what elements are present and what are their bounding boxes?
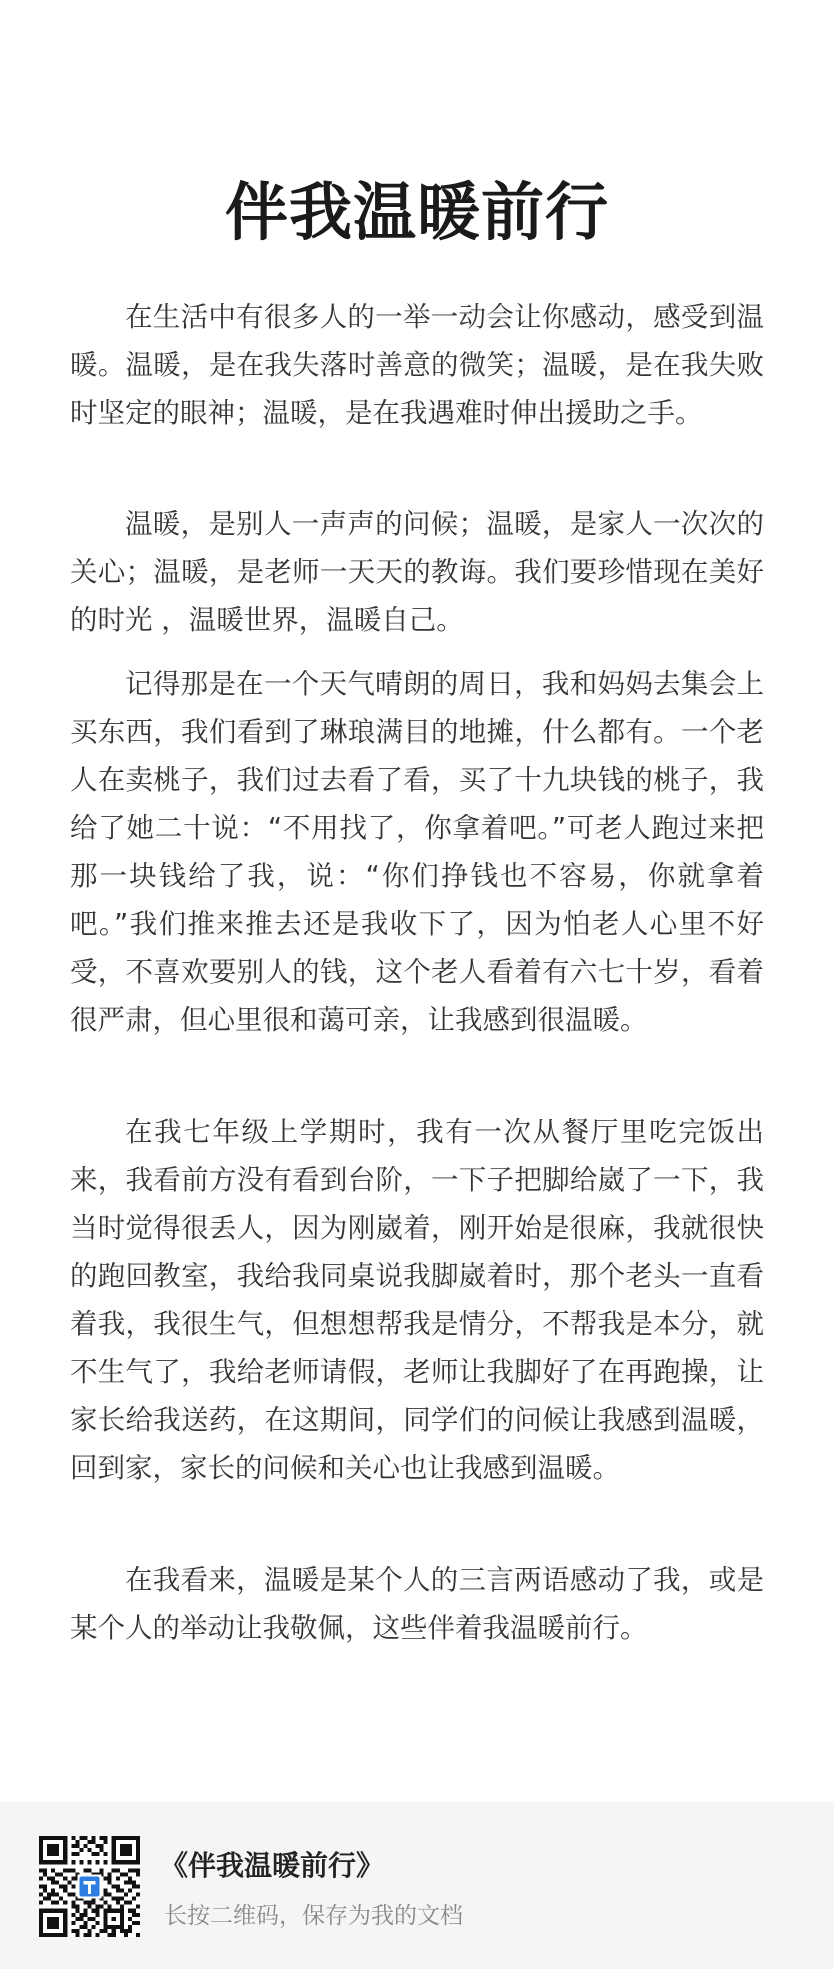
paragraph-5: 在我看来，温暖是某个人的三言两语感动了我，或是某个人的举动让我敬佩，这些伴着我温暖前行。 bbox=[70, 1564, 764, 1644]
article-title: 伴我温暖前行 bbox=[225, 176, 609, 249]
paragraph-1: 在生活中有很多人的一举一动会让你感动，感受到温暖。温暖，是在我失落时善意的微笑；温暖，是在我失败时坚定的眼神；温暖，是在我遇难时伸出援助之手。 bbox=[70, 301, 764, 429]
paragraph-3: 记得那是在一个天气晴朗的周日，我和妈妈去集会上买东西，我们看到了琳琅满目的地摊，什么都有。一个老人在卖桃子，我们过去看了看，买了十九块钱的桃子，我给了她二十说：“不用找了，你拿着吧。”可老人跑过来把那一块钱给了我，说：“你们挣钱也不容易，你就拿着吧。”我们推来推去还是我收下了，因为怕老人心里不好受，不喜欢要别人的钱，这个老人看着有六七十岁，看着很严肃，但心里很和蔼可亲，让我感到很温暖。 bbox=[70, 668, 764, 1036]
article bbox=[70, 0, 764, 1644]
paragraph-2: 温暖，是别人一声声的问候；温暖，是家人一次次的关心；温暖，是老师一天天的教诲。我们要珍惜现在美好的时光 ，温暖世界，温暖自己。 bbox=[70, 508, 764, 636]
footer-save-hint: 长按二维码，保存为我的文档 bbox=[164, 1903, 463, 1929]
footer-doc-title: 《伴我温暖前行》 bbox=[160, 1849, 385, 1882]
paragraph-4: 在我七年级上学期时，我有一次从餐厅里吃完饭出来，我看前方没有看到台阶，一下子把脚给崴了一下，我当时觉得很丢人，因为刚崴着，刚开始是很麻，我就很快的跑回教室，我给我同桌说我脚崴着时，那个老头一直看着我，我很生气，但想想帮我是情分，不帮我是本分，就不生气了，我给老师请假，老师让我脚好了在再跑操，让家长给我送药，在这期间，同学们的问候让我感到温暖，回到家，家长的问候和关心也让我感到温暖。 bbox=[70, 1116, 764, 1484]
save-doc-footer bbox=[0, 1802, 834, 1969]
qr-code-icon[interactable] bbox=[39, 1836, 140, 1937]
